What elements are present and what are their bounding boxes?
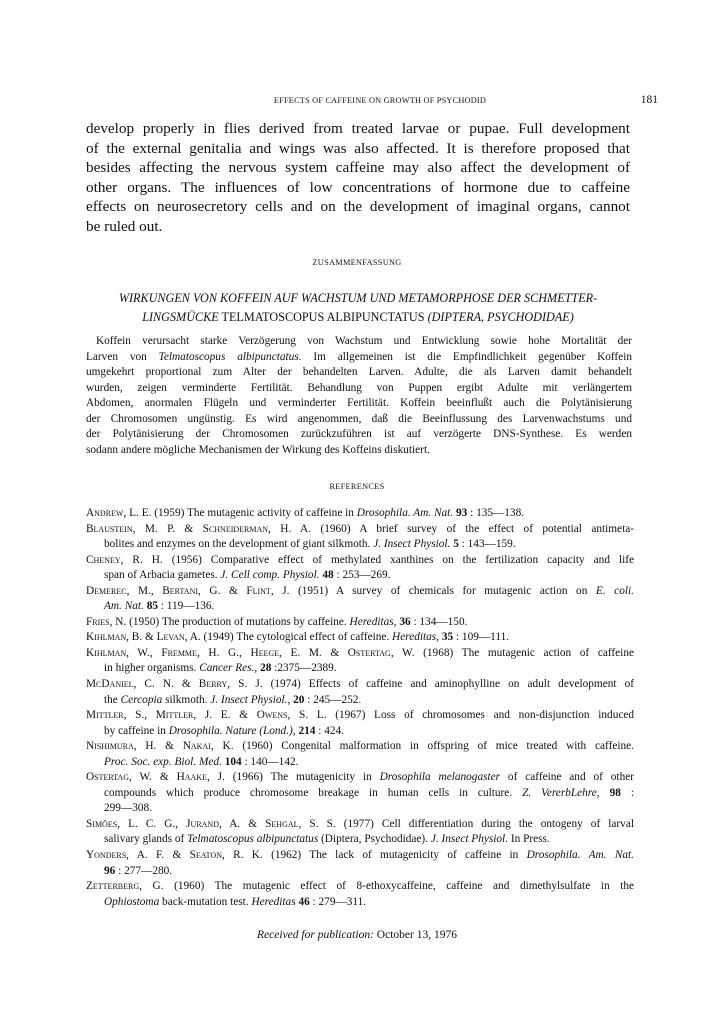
- reference-line: [86, 817, 634, 833]
- reference-text: In Press.: [508, 833, 550, 846]
- text-line: of the external genitalia and wings was also affected. It is therefore proposed that: [86, 139, 630, 157]
- author-name: Berry: [198, 678, 228, 691]
- volume-number: 214: [298, 724, 316, 737]
- reference-text: [600, 787, 610, 799]
- journal-italic: Cancer Res.,: [199, 662, 258, 675]
- reference-line: [86, 599, 634, 615]
- reference-text: : 119—136.: [157, 600, 215, 613]
- species-italic: Telmatoscopus albipunctatus.: [158, 350, 302, 363]
- volume-number: 20: [293, 693, 305, 706]
- reference-item: [86, 708, 634, 739]
- author-name: Kihlman: [86, 631, 127, 644]
- text-line: [86, 412, 632, 428]
- reference-text: : 140—142.: [241, 755, 299, 768]
- reference-item: [86, 739, 634, 770]
- reference-line: [86, 553, 634, 569]
- title-italic: (DIPTERA, PSYCHODIDAE): [427, 310, 574, 324]
- volume-number: 5: [453, 538, 459, 551]
- journal-italic: Cercopia: [120, 693, 163, 706]
- volume-number: 46: [298, 895, 310, 908]
- reference-text: , H. G.,: [196, 646, 251, 659]
- reference-line: [86, 537, 634, 553]
- reference-line: [86, 677, 634, 693]
- journal-italic: J. Insect Physiol.,: [210, 693, 291, 706]
- reference-line: [86, 864, 634, 880]
- text: Abdomen, anormalen Flügeln und verminderter Fertilität. Koffein beeinflußt auch die Polytänisierung: [86, 397, 632, 409]
- author-name: Mittler: [86, 709, 124, 722]
- reference-text: salivary glands of: [104, 833, 188, 846]
- reference-text: by caffeine in: [104, 724, 169, 737]
- reference-text: , H. A. (1960) A brief survey of the effect of potential antimeta-: [268, 522, 634, 535]
- reference-text: , G. &: [198, 584, 247, 597]
- author-name: Levan: [156, 631, 185, 644]
- journal-italic: Telmatoscopus albipunctatus: [187, 833, 319, 846]
- journal-italic: J. Insect Physiol.: [430, 833, 509, 846]
- journal-italic: Drosophila melanogaster: [379, 771, 501, 784]
- author-name: Demerec: [86, 584, 127, 597]
- author-name: Flint: [246, 584, 271, 597]
- author-name: Haake: [176, 771, 207, 784]
- text: der Polytänisierung der Chromosomen zurückzuführen ist auf verzögerte DNS-Synthese. Es werden: [86, 428, 632, 440]
- reference-line: [86, 786, 634, 802]
- running-title: EFFECTS OF CAFFEINE ON GROWTH OF PSYCHODID: [273, 96, 487, 105]
- text-line: be ruled out.: [86, 217, 163, 235]
- volume-number: 104: [224, 755, 242, 768]
- text-line: [86, 381, 632, 397]
- reference-text: :2375—2389.: [271, 662, 337, 675]
- reference-text: compounds which produce chromosome breakage in human cells in culture.: [104, 786, 523, 799]
- reference-line: [86, 832, 634, 848]
- reference-text: : 424.: [315, 724, 344, 737]
- reference-item: [86, 770, 634, 817]
- reference-item: [86, 630, 634, 646]
- reference-item: [86, 879, 634, 910]
- reference-item: [86, 584, 634, 615]
- text-line: other organs. The influences of low concentrations of hormone due to caffeine: [86, 178, 630, 196]
- volume-number: 85: [146, 600, 158, 613]
- author-name: Owens: [256, 709, 288, 722]
- journal-italic: Drosophila. Nature (Lond.),: [168, 724, 296, 737]
- reference-line: [86, 646, 634, 662]
- reference-item: [86, 615, 634, 631]
- journal-italic: E. coli.: [595, 584, 634, 597]
- reference-text: : 134—150.: [410, 615, 468, 628]
- reference-line: [86, 895, 634, 911]
- author-name: Schneiderman: [202, 522, 269, 535]
- author-name: Nishimura: [86, 740, 134, 753]
- journal-italic: J. Insect Physiol.: [373, 538, 451, 551]
- reference-text: , A. F. &: [126, 849, 190, 862]
- author-name: Heege: [250, 646, 280, 659]
- text: Larven von: [86, 350, 159, 363]
- author-name: Fries: [86, 615, 110, 628]
- reference-text: , S.,: [123, 709, 156, 722]
- reference-text: , M.,: [126, 584, 163, 597]
- reference-list: [86, 506, 634, 910]
- journal-italic: Hereditas: [251, 895, 296, 908]
- volume-number: 28: [260, 662, 272, 675]
- reference-item: [86, 553, 634, 584]
- journal-italic: Proc. Soc. exp. Biol. Med.: [104, 755, 222, 768]
- zusammenfassung-heading: ZUSAMMENFASSUNG: [312, 258, 402, 267]
- reference-item: [86, 848, 634, 879]
- author-name: Ostertag: [86, 771, 130, 784]
- author-name: Mittler: [155, 709, 194, 722]
- reference-text: , M. P. &: [132, 522, 203, 535]
- reference-line: [86, 708, 634, 724]
- reference-text: :: [620, 786, 635, 799]
- journal-italic: Am. Nat.: [104, 600, 144, 613]
- author-name: Sehgal: [265, 817, 299, 830]
- reference-line: [86, 848, 634, 864]
- author-name: Andrew: [86, 507, 124, 519]
- author-name: Seaton: [189, 849, 222, 862]
- reference-line: [86, 755, 634, 771]
- reference-line: [86, 770, 634, 786]
- author-name: Fremme: [161, 646, 197, 659]
- reference-text: : 253—269.: [333, 569, 391, 582]
- author-name: Cheney: [86, 553, 121, 566]
- reference-text: : 143—159.: [458, 538, 516, 551]
- volume-number: 96: [104, 864, 116, 877]
- author-name: Yonders: [86, 849, 127, 862]
- author-name: McDaniel: [86, 678, 134, 691]
- reference-text: , S. J. (1974) Effects of caffeine and aminophylline on adult development of: [227, 678, 635, 691]
- text: sodann andere mögliche Mechanismen der Wirkung des Koffeins diskutiert.: [86, 443, 430, 456]
- references-heading: REFERENCES: [329, 482, 385, 491]
- reference-item: [86, 677, 634, 708]
- reference-text: , L. E. (1959) The mutagenic activity of caffeine in: [123, 507, 357, 519]
- reference-text: the: [104, 693, 121, 706]
- reference-text: , J. (1951) A survey of chemicals for mutagenic action on: [270, 584, 596, 597]
- reference-item: [86, 646, 634, 677]
- title-species: TELMATOSCOPUS ALBIPUNCTATUS: [218, 310, 428, 324]
- author-name: Simões: [86, 817, 118, 830]
- received-date: October 13, 1976: [373, 929, 457, 941]
- reference-text: , J. E. &: [193, 709, 257, 722]
- reference-line: [86, 568, 634, 584]
- journal-italic: Hereditas,: [349, 615, 397, 628]
- text: umgekehrt proportional zum Alter der behandelten Larven. Adulte, die als Larven damit behandelt: [86, 366, 632, 378]
- reference-line: [86, 584, 634, 600]
- reference-text: silkmoth.: [162, 693, 211, 706]
- reference-text: , R. K. (1962) The lack of mutagenicity of caffeine in: [221, 849, 527, 862]
- reference-text: : 279—311.: [309, 895, 367, 908]
- reference-line: [86, 739, 634, 755]
- reference-line: [86, 615, 634, 631]
- reference-text: in higher organisms.: [104, 662, 200, 675]
- text-line: develop properly in flies derived from treated larvae or pupae. Full development: [86, 120, 630, 137]
- text: der Chromosomen ungünstig. Es wird angenommen, daß die Beeinflussung des Larvenwachstums und: [86, 412, 632, 425]
- reference-line: [86, 693, 634, 709]
- reference-text: : 277—280.: [115, 864, 173, 877]
- reference-text: : 245—252.: [304, 693, 362, 706]
- reference-text: span of Arbacia gametes.: [104, 569, 221, 582]
- journal-italic: J. Cell comp. Physiol.: [220, 569, 320, 582]
- reference-text: : 109—111.: [453, 631, 510, 644]
- reference-line: [86, 630, 634, 646]
- volume-number: 36: [399, 615, 411, 628]
- german-summary-paragraph: [86, 334, 632, 458]
- journal-italic: Drosophila. Am. Nat.: [526, 849, 634, 862]
- journal-italic: Hereditas,: [392, 631, 440, 644]
- author-name: Ostertag: [347, 646, 391, 659]
- reference-text: 299—308.: [104, 802, 153, 815]
- author-name: Kihlman: [86, 646, 127, 659]
- reference-text: : 135—138.: [467, 507, 525, 519]
- reference-text: , W. (1968) The mutagenic action of caffeine: [390, 646, 634, 659]
- text-line: [86, 396, 632, 412]
- german-summary-title: [86, 289, 630, 327]
- reference-text: back-mutation test.: [159, 895, 252, 908]
- received-note: [0, 929, 714, 941]
- author-name: Blaustein: [86, 522, 133, 535]
- text: wurden, zeigen verminderte Fertilität. Behandlung von Puppen ergibt Adulte mit verlängertem: [86, 381, 632, 394]
- reference-line: [86, 801, 634, 817]
- reference-line: [86, 724, 634, 740]
- reference-line: [86, 522, 634, 538]
- reference-text: , H. &: [133, 740, 183, 753]
- text-line: [86, 350, 632, 366]
- volume-number: 35: [441, 631, 454, 644]
- reference-text: , S. L. (1967) Loss of chromosomes and non-disjunction induced: [287, 709, 635, 722]
- text-line: [86, 427, 632, 443]
- reference-text: , N. (1950) The production of mutations by caffeine.: [109, 615, 350, 628]
- text-line: [86, 365, 632, 381]
- volume-number: 48: [322, 569, 334, 582]
- volume-number: 93: [455, 507, 468, 519]
- reference-item: [86, 506, 634, 522]
- title-italic: LINGSMÜCKE: [142, 310, 219, 324]
- page-number: 181: [640, 94, 658, 106]
- reference-text: , L. C. G.,: [117, 817, 187, 830]
- running-header: [110, 94, 658, 109]
- conclusion-paragraph: [86, 119, 630, 237]
- reference-line: [86, 879, 634, 895]
- reference-text: , B. &: [126, 631, 157, 644]
- reference-text: (Diptera, Psychodidae).: [318, 833, 431, 846]
- journal-italic: Z. VererbLehre,: [522, 786, 600, 799]
- reference-text: , R. H. (1956) Comparative effect of methylated xanthines on the fertilization capacity and life: [120, 553, 634, 566]
- author-name: Nakai: [182, 740, 211, 753]
- reference-text: bolites and enzymes on the development of giant silkmoth.: [104, 538, 374, 551]
- reference-text: of caffeine and of other: [500, 771, 634, 784]
- text-line: effects on neurosecretory cells and on the development of imaginal organs, cannot: [86, 198, 630, 216]
- reference-item: [86, 522, 634, 553]
- reference-text: , S. S. (1977) Cell differentiation during the ontogeny of larval: [298, 817, 634, 830]
- reference-line: [86, 661, 634, 677]
- reference-text: , A. &: [218, 817, 266, 830]
- text-line: [86, 443, 632, 459]
- journal-italic: Ophiostoma: [104, 895, 160, 908]
- reference-text: , A. (1949) The cytological effect of caffeine.: [184, 631, 393, 644]
- reference-text: , J. (1966) The mutagenicity in: [206, 771, 380, 784]
- title-italic: WIRKUNGEN VON KOFFEIN AUF WACHSTUM UND METAMORPHOSE DER SCHMETTER-: [118, 291, 598, 305]
- author-name: Bertani: [162, 584, 199, 597]
- reference-text: , G. (1960) The mutagenic effect of 8-ethoxycaffeine, caffeine and dimethylsulfate in the: [139, 880, 634, 893]
- author-name: Zetterberg: [86, 880, 140, 893]
- reference-text: , C. N. &: [133, 678, 199, 691]
- received-label: Received for publication:: [257, 929, 374, 941]
- text: Koffein verursacht starke Verzögerung von Wachstum und Entwicklung sowie hohe Mortalität der: [96, 335, 632, 347]
- volume-number: 98: [609, 786, 621, 799]
- text-line: besides affecting the nervous system caffeine may also affect the development of: [86, 159, 630, 177]
- reference-text: , W. &: [129, 771, 177, 784]
- journal-italic: Drosophila. Am. Nat.: [356, 507, 454, 519]
- text-line: [86, 334, 632, 350]
- reference-item: [86, 817, 634, 848]
- author-name: Jurand: [186, 817, 219, 830]
- text: Im allgemeinen ist die Empfindlichkeit gegenüber Koffein: [301, 350, 632, 363]
- reference-text: , W.,: [126, 646, 162, 659]
- reference-text: , E. M. &: [279, 646, 348, 659]
- reference-line: [86, 506, 634, 522]
- reference-text: , K. (1960) Congenital malformation in offspring of mice treated with caffeine.: [210, 740, 634, 753]
